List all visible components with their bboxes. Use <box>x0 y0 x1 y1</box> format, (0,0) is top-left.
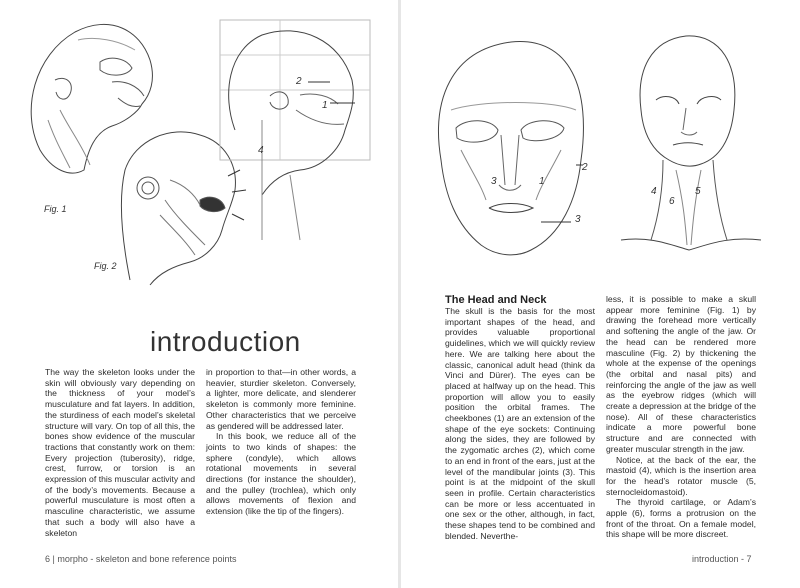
profile-head-guide-sketch <box>220 20 370 240</box>
left-col2-paragraph-2: In this book, we reduce all of the joints to two kinds of shapes: the sphere (condyle), which allows rotational movements in several directions (for instance the shoulder), and the pulley (trochlea), which only allows movements of flexion and extension (like the tip of the fingers). <box>206 431 356 517</box>
callout-1: 1 <box>322 100 328 111</box>
left-col1-paragraph: The way the skeleton looks under the skin will obviously vary depending on the thickness of your model’s musculature and fat layers. In addition, the sturdiness of each model’s skeletal structure will vary. On top of all this, the bones show evidence of the muscular tractions that constantly work on them: Every projection (tuberosity), ridge, crest, furrow, or torsion is an expression of this muscular activity and of the body’s movements. Because a powerful musculature is most often a masculine characteristic, we assume that such a body will also have a skeleton <box>45 367 195 538</box>
fig1-tilted-head-sketch <box>31 24 152 173</box>
callout-1: 1 <box>539 176 545 187</box>
right-head-illustrations <box>401 0 800 290</box>
callout-3: 3 <box>575 214 581 225</box>
left-footer: 6 | morpho - skeleton and bone reference points <box>45 554 237 564</box>
callout-4: 4 <box>651 186 657 197</box>
right-page <box>401 0 800 588</box>
section-heading: The Head and Neck <box>445 294 547 306</box>
left-text-column-2 <box>206 367 356 517</box>
callout-4: 4 <box>258 145 264 156</box>
right-text-column-1 <box>445 306 595 541</box>
right-col2-paragraph-1: less, it is possible to make a skull appear more feminine (Fig. 1) by drawing the forehead more vertically and softening the angle of the jaw. Or the head can be rendered more masculine (Fig. 2) by thickening the whole at the expense of the openings (the orbital and nasal pits) and reinforcing the angle of the jaw as well as the eyebrow ridges (which will create a depression at the bridge of the nose). All of these characteristics indicate a more powerful bone structure and are connected with greater muscular strength in the jaw. <box>606 294 756 454</box>
callout-2: 2 <box>582 162 588 173</box>
frontal-neck-sketch <box>621 36 761 250</box>
callout-5: 5 <box>695 186 701 197</box>
callout-2: 2 <box>296 76 302 87</box>
fig2-muscular-head-sketch <box>121 132 246 285</box>
right-footer: introduction - 7 <box>692 554 752 564</box>
left-head-illustrations <box>0 0 398 300</box>
left-col2-paragraph-1: in proportion to that—in other words, a heavier, sturdier skeleton. Conversely, a lighter, more delicate, and slenderer skeleton is commonly more feminine. Other characteristics that we perceive as gendered will be addressed later. <box>206 367 356 431</box>
left-page <box>0 0 398 588</box>
page-title: introduction <box>150 326 301 357</box>
right-text-column-2 <box>606 294 756 540</box>
right-col1-paragraph: The skull is the basis for the most important shapes of the head, and provides valuable proportional guidelines, which we will quickly review here. We are talking here about the classic, canonical adult head (think da Vinci and Dürer). The eyes can be placed at halfway up on the head. This proportion will allow you to easily position the orbital frames. The cheekbones (1) are an extension of the shape of the eye sockets: Continuing along the sides, they are followed by the zygomatic arches (2), which come to an end in front of the ears, just at the level of the mandibular joints (3). This point is at the midpoint of the skull seen in profile. Certain characteristics can be more or less accentuated in one sex or the other, although, in fact, these shapes tend to be combined and blended. Neverthe- <box>445 306 595 541</box>
right-col2-paragraph-2: Notice, at the back of the ear, the mastoid (4), which is the insertion area for the head’s rotator muscle (5, sternocleidomastoid). <box>606 454 756 497</box>
left-text-column-1 <box>45 367 195 538</box>
callout-3-left: 3 <box>491 176 497 187</box>
callout-6: 6 <box>669 196 675 207</box>
fig1-label: Fig. 1 <box>44 204 67 214</box>
fig2-label: Fig. 2 <box>94 261 117 271</box>
right-col2-paragraph-3: The thyroid cartilage, or Adam’s apple (6), forms a protrusion on the front of the throat. On a female model, this shape will be more discreet. <box>606 497 756 540</box>
frontal-skull-sketch <box>439 42 584 255</box>
